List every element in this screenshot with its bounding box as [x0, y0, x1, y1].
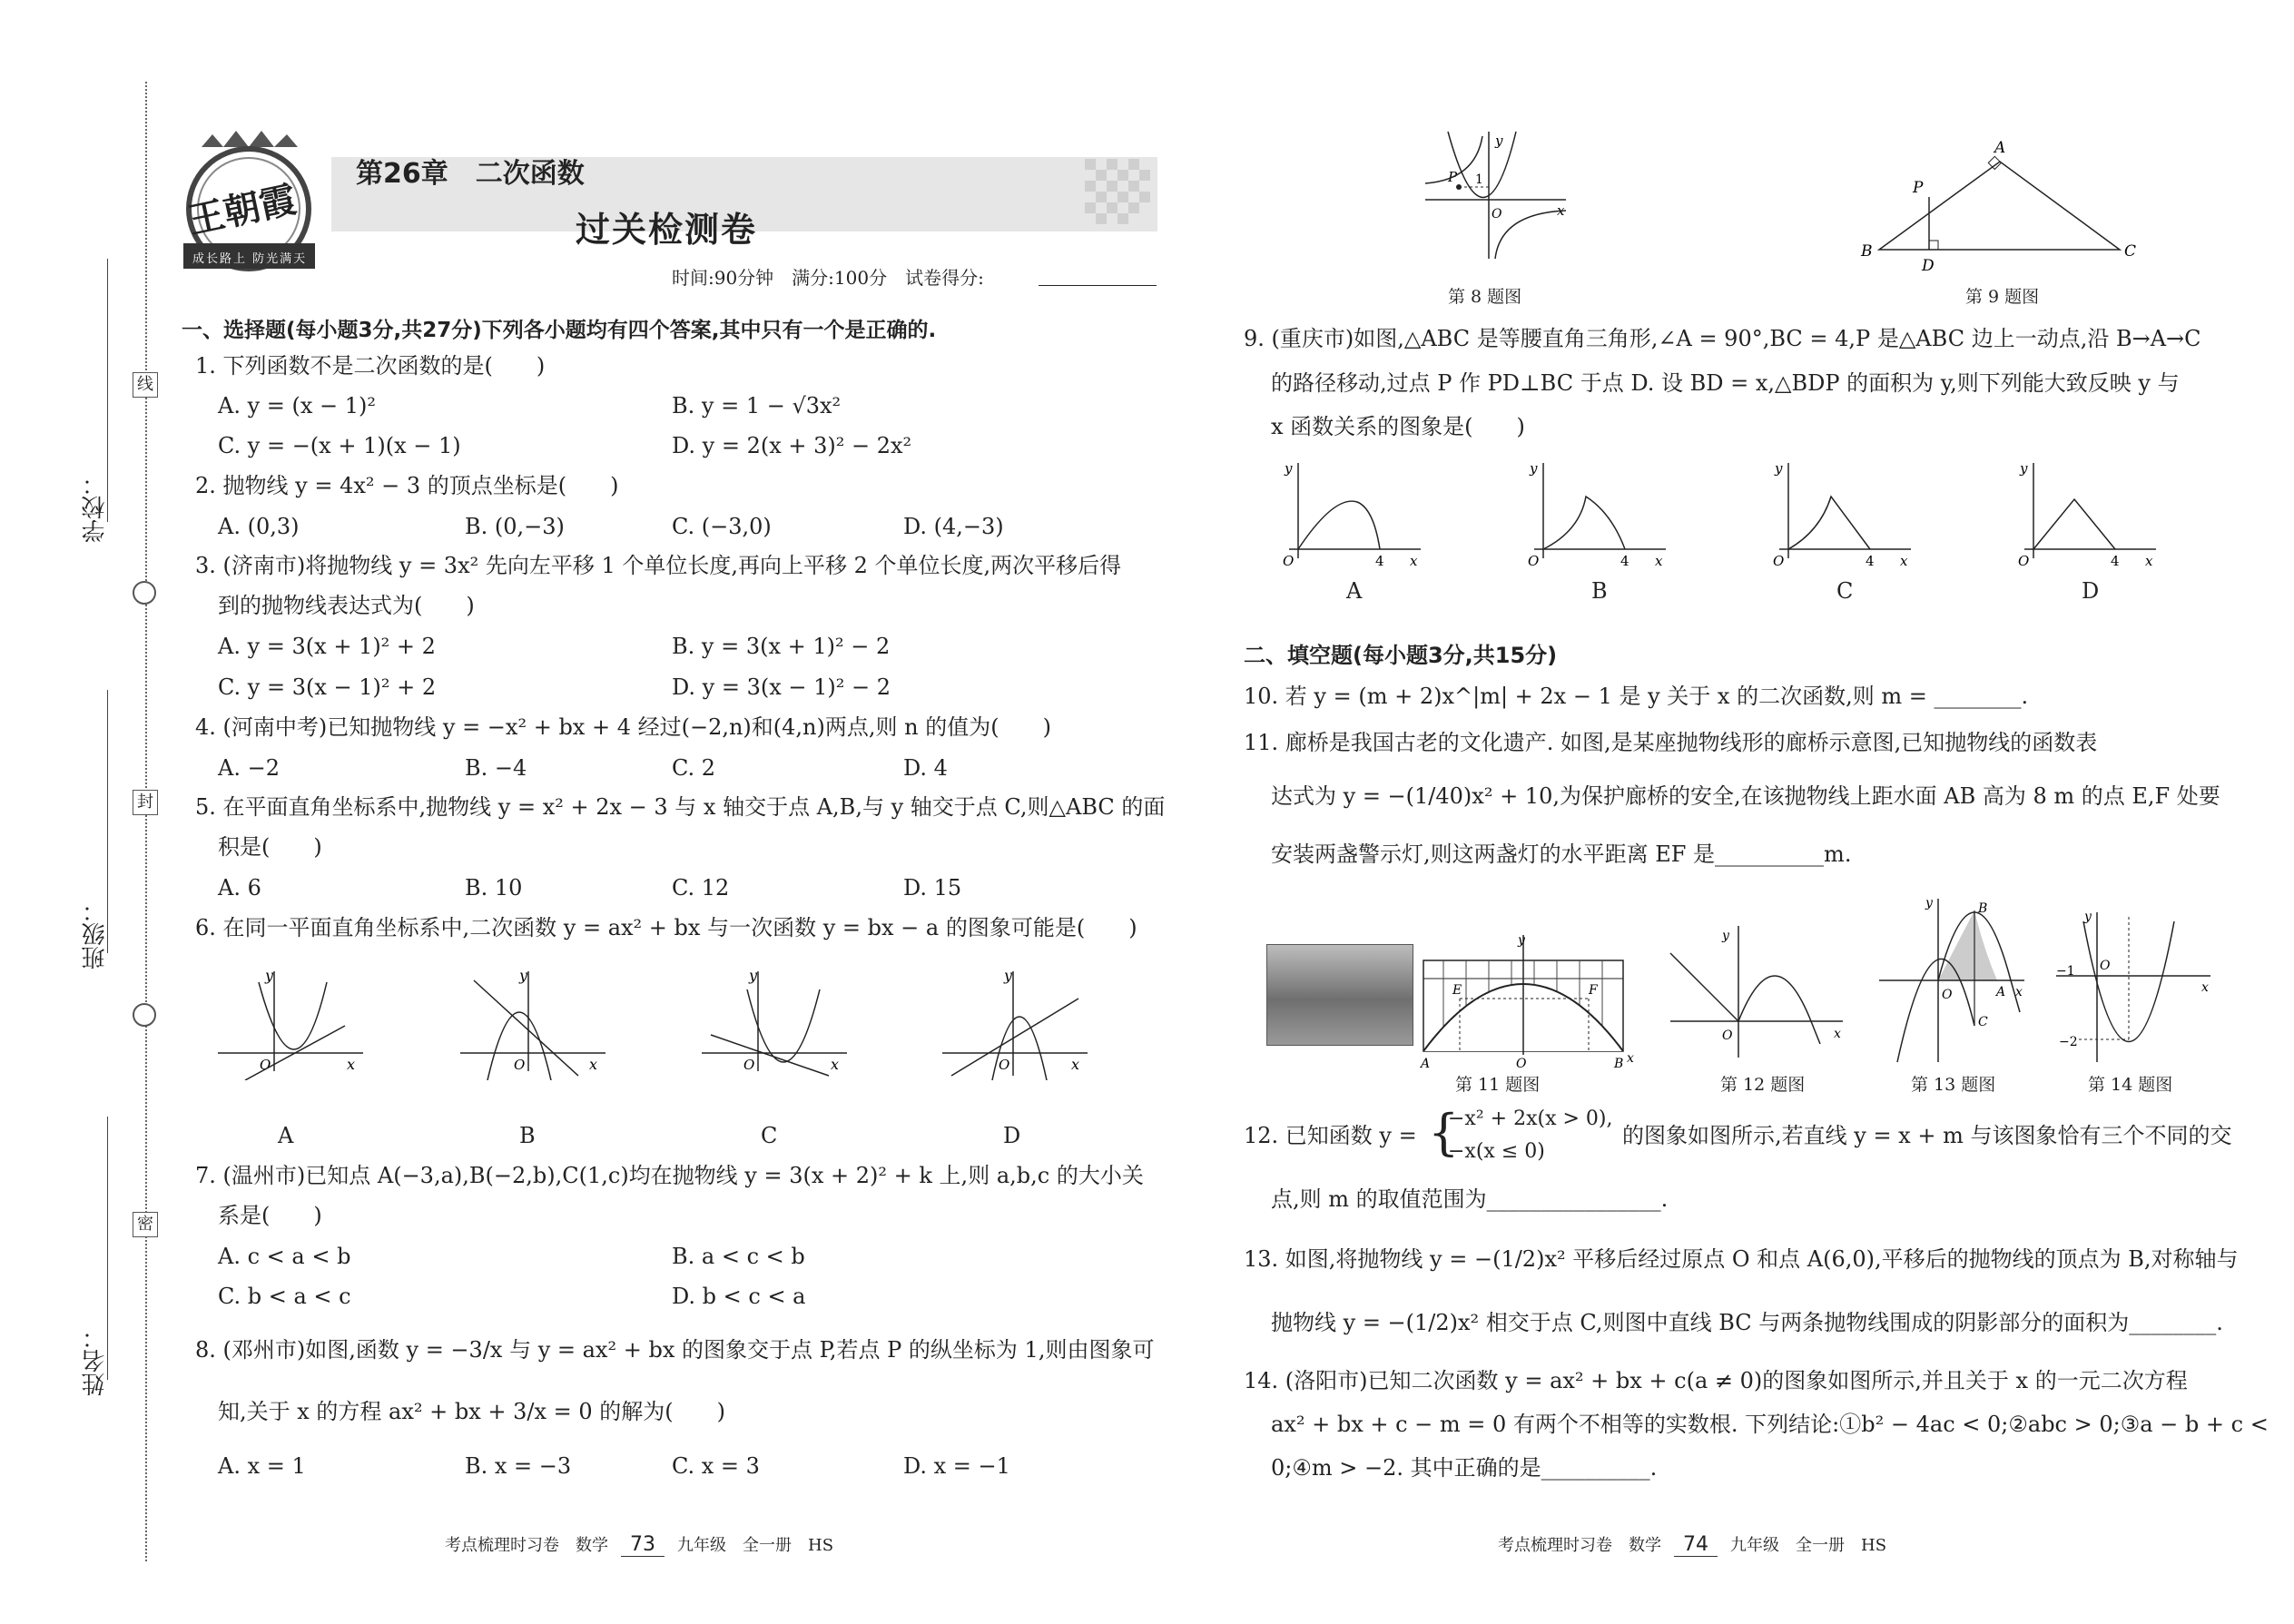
- q3-option-b[interactable]: B. y = 3(x + 1)² − 2: [672, 634, 891, 659]
- q3-option-d[interactable]: D. y = 3(x − 1)² − 2: [672, 674, 891, 700]
- score-blank[interactable]: [1039, 285, 1157, 286]
- footer-grade: 九年级 全一册 HS: [677, 1536, 834, 1555]
- svg-text:B: B: [1978, 901, 1988, 916]
- q5-option-b[interactable]: B. 10: [465, 875, 523, 901]
- binding-dotted-line: [145, 82, 147, 1561]
- name-label: 姓名：: [82, 1325, 109, 1396]
- svg-text:y: y: [1925, 896, 1933, 910]
- q7-option-b[interactable]: B. a < c < b: [672, 1244, 805, 1269]
- question-11-line3: 安装两盏警示灯,则这两盏灯的水平距离 EF 是__________m.: [1271, 842, 1852, 867]
- svg-text:y: y: [2020, 460, 2028, 477]
- q8-option-b[interactable]: B. x = −3: [465, 1453, 572, 1479]
- svg-text:x: x: [347, 1056, 356, 1073]
- q7-option-d[interactable]: D. b < c < a: [672, 1284, 806, 1309]
- svg-text:y: y: [1004, 967, 1013, 984]
- svg-text:4: 4: [2111, 553, 2120, 567]
- bridge-photo: [1266, 944, 1413, 1046]
- exam-meta: 时间:90分钟 满分:100分 试卷得分:: [672, 267, 984, 289]
- question-14-line3: 0;④m > −2. 其中正确的是__________.: [1271, 1455, 1658, 1481]
- fig12-caption: 第 12 题图: [1720, 1075, 1806, 1095]
- svg-text:y: y: [265, 967, 274, 984]
- svg-text:A: A: [1421, 1057, 1431, 1071]
- question-9: 9. (重庆市)如图,△ABC 是等腰直角三角形,∠A = 90°,BC = 4,P 是△ABC 边上一动点,沿 B→A→C: [1244, 326, 2201, 351]
- page-title: 过关检测卷: [576, 210, 758, 250]
- q6-graph-d: [933, 962, 1097, 1080]
- question-9-line2: 的路径移动,过点 P 作 PD⊥BC 于点 D. 设 BD = x,△BDP 的面积为 y,则下列能大致反映 y 与: [1271, 370, 2180, 396]
- q8-option-d[interactable]: D. x = −1: [903, 1453, 1010, 1479]
- footer-right: [1498, 1532, 1886, 1557]
- svg-text:F: F: [1589, 983, 1598, 998]
- fig12-graph: [1666, 921, 1847, 1067]
- svg-text:x: x: [1071, 1056, 1080, 1073]
- q6-graph-c: [693, 962, 856, 1080]
- svg-text:y: y: [749, 967, 758, 984]
- q1-option-b[interactable]: B. y = 1 − √3x²: [672, 393, 842, 418]
- svg-text:y: y: [519, 967, 528, 984]
- footer-book-title: 考点梳理时习卷 数学: [1498, 1536, 1661, 1555]
- svg-text:O: O: [1492, 207, 1502, 221]
- class-label: 班级：: [82, 899, 109, 969]
- svg-text:x: x: [589, 1056, 598, 1073]
- svg-text:4: 4: [1620, 553, 1629, 567]
- svg-text:y: y: [1518, 933, 1525, 948]
- svg-text:y: y: [1530, 460, 1538, 477]
- question-14-line2: ax² + bx + c − m = 0 有两个不相等的实数根. 下列结论:①b² − 4ac < 0;②abc > 0;③a − b + c <: [1271, 1412, 2269, 1437]
- q12-brace: {: [1428, 1104, 1460, 1161]
- footer-grade: 九年级 全一册 HS: [1730, 1536, 1887, 1555]
- fig11-caption: 第 11 题图: [1455, 1075, 1541, 1095]
- logo-banner-text: 成长路上 防光满天: [192, 252, 308, 266]
- q7-option-c[interactable]: C. b < a < c: [218, 1284, 351, 1309]
- svg-text:y: y: [2084, 910, 2092, 924]
- question-1: 1. 下列函数不是二次函数的是( ): [195, 353, 546, 379]
- svg-text:x: x: [1410, 553, 1418, 567]
- svg-text:C: C: [2124, 242, 2137, 261]
- svg-text:O: O: [1528, 553, 1540, 567]
- svg-text:E: E: [1452, 983, 1462, 998]
- q9-graph-c: [1757, 458, 1920, 567]
- svg-text:O: O: [999, 1057, 1010, 1073]
- q6-graph-a: [209, 962, 372, 1080]
- q5-option-c[interactable]: C. 12: [672, 875, 730, 901]
- svg-text:x: x: [1627, 1051, 1634, 1066]
- fig14-graph: [2052, 908, 2215, 1067]
- svg-text:C: C: [1978, 1015, 1988, 1029]
- question-7: 7. (温州市)已知点 A(−3,a),B(−2,b),C(1,c)均在抛物线 y = 3(x + 2)² + k 上,则 a,b,c 的大小关: [195, 1163, 1144, 1188]
- question-7-cont: 系是( ): [218, 1203, 322, 1228]
- question-5-cont: 积是( ): [218, 834, 322, 860]
- question-8: 8. (邓州市)如图,函数 y = −3/x 与 y = ax² + bx 的图象交于点 P,若点 P 的纵坐标为 1,则由图象可: [195, 1337, 1155, 1363]
- svg-text:1: 1: [1475, 172, 1483, 187]
- svg-text:A: A: [1996, 985, 2006, 999]
- page-number: 73: [621, 1533, 665, 1557]
- scissor-icon: [133, 581, 156, 605]
- question-11: 11. 廊桥是我国古老的文化遗产. 如图,是某座抛物线形的廊桥示意图,已知抛物线的函数表: [1244, 730, 2098, 755]
- fig8-caption: 第 8 题图: [1448, 287, 1522, 307]
- q9-option-a[interactable]: A: [1346, 578, 1363, 604]
- question-8-cont: 知,关于 x 的方程 ax² + bx + 3/x = 0 的解为( ): [218, 1399, 726, 1424]
- q9-graph-b: [1511, 458, 1675, 567]
- q1-option-d[interactable]: D. y = 2(x + 3)² − 2x²: [672, 433, 912, 458]
- chapter-title: 第26章 二次函数: [356, 158, 585, 190]
- question-2: 2. 抛物线 y = 4x² − 3 的顶点坐标是( ): [195, 473, 619, 498]
- svg-text:−2: −2: [2059, 1035, 2078, 1049]
- q4-option-a[interactable]: A. −2: [218, 755, 280, 781]
- svg-text:y: y: [1722, 929, 1729, 943]
- q9-option-c[interactable]: C: [1836, 578, 1854, 604]
- svg-text:O: O: [260, 1057, 271, 1073]
- svg-text:−1: −1: [2056, 964, 2075, 979]
- q3-option-c[interactable]: C. y = 3(x − 1)² + 2: [218, 674, 437, 700]
- q9-option-b[interactable]: B: [1591, 578, 1608, 604]
- q6-option-b[interactable]: B: [519, 1123, 536, 1148]
- q2-option-a[interactable]: A. (0,3): [218, 514, 300, 539]
- q12-case-2: −x(x ≤ 0): [1448, 1140, 1545, 1163]
- fig9-caption: 第 9 题图: [1965, 287, 2040, 307]
- question-3-cont: 到的抛物线表达式为( ): [218, 593, 475, 618]
- logo-text: 王朝霞: [184, 177, 300, 242]
- q1-option-a[interactable]: A. y = (x − 1)²: [218, 393, 377, 418]
- svg-text:x: x: [831, 1056, 840, 1073]
- q9-graph-d: [2002, 458, 2165, 567]
- q8-option-a[interactable]: A. x = 1: [218, 1453, 306, 1479]
- section-2-title: 二、填空题(每小题3分,共15分): [1244, 643, 1558, 668]
- question-10: 10. 若 y = (m + 2)x^|m| + 2x − 1 是 y 关于 x 的二次函数,则 m = ________.: [1244, 684, 2029, 709]
- q2-option-b[interactable]: B. (0,−3): [465, 514, 565, 539]
- question-13: 13. 如图,将抛物线 y = −(1/2)x² 平移后经过原点 O 和点 A(6,0),平移后的抛物线的顶点为 B,对称轴与: [1244, 1246, 2239, 1272]
- q2-option-c[interactable]: C. (−3,0): [672, 514, 772, 539]
- svg-text:y: y: [1775, 460, 1783, 477]
- svg-text:x: x: [1655, 553, 1663, 567]
- question-4: 4. (河南中考)已知抛物线 y = −x² + bx + 4 经过(−2,n)和(4,n)两点,则 n 的值为( ): [195, 714, 1051, 740]
- svg-text:x: x: [2015, 985, 2023, 999]
- svg-text:O: O: [743, 1057, 755, 1073]
- svg-text:O: O: [1722, 1029, 1733, 1043]
- question-11-line2: 达式为 y = −(1/40)x² + 10,为保护廊桥的安全,在该抛物线上距水面 AB 高为 8 m 的点 E,F 处要: [1271, 783, 2220, 809]
- fig13-caption: 第 13 题图: [1911, 1075, 1996, 1095]
- svg-text:O: O: [1283, 553, 1295, 567]
- question-3: 3. (济南市)将抛物线 y = 3x² 先向左平移 1 个单位长度,再向上平移 2 个单位长度,两次平移后得: [195, 553, 1122, 578]
- svg-text:P: P: [1913, 179, 1924, 197]
- question-5: 5. 在平面直角坐标系中,抛物线 y = x² + 2x − 3 与 x 轴交于点 A,B,与 y 轴交于点 C,则△ABC 的面: [195, 794, 1166, 820]
- svg-text:B: B: [1614, 1057, 1624, 1071]
- q7-option-a[interactable]: A. c < a < b: [218, 1244, 351, 1269]
- svg-text:O: O: [2018, 553, 2030, 567]
- svg-text:x: x: [1834, 1027, 1841, 1041]
- q5-option-a[interactable]: A. 6: [218, 875, 261, 901]
- q8-option-c[interactable]: C. x = 3: [672, 1453, 760, 1479]
- question-13-line2: 抛物线 y = −(1/2)x² 相交于点 C,则图中直线 BC 与两条抛物线围成的阴影部分的面积为________.: [1271, 1310, 2223, 1335]
- svg-text:D: D: [1922, 257, 1935, 272]
- svg-text:x: x: [2201, 980, 2209, 995]
- q6-option-c[interactable]: C: [761, 1123, 778, 1148]
- svg-text:x: x: [1557, 202, 1565, 219]
- svg-text:4: 4: [1866, 553, 1875, 567]
- svg-text:A: A: [1994, 139, 2006, 157]
- page-number: 74: [1674, 1533, 1718, 1557]
- cut-mark-mi: 密: [133, 1212, 158, 1237]
- svg-text:4: 4: [1375, 553, 1384, 567]
- svg-text:B: B: [1861, 242, 1873, 261]
- q6-graph-b: [451, 962, 615, 1080]
- svg-text:x: x: [1900, 553, 1908, 567]
- q1-option-c[interactable]: C. y = −(x + 1)(x − 1): [218, 433, 461, 458]
- q6-option-a[interactable]: A: [278, 1123, 294, 1148]
- question-9-line3: x 函数关系的图象是( ): [1271, 414, 1525, 439]
- q9-graph-a: [1266, 458, 1430, 567]
- footer-book-title: 考点梳理时习卷 数学: [445, 1536, 608, 1555]
- svg-text:y: y: [1495, 133, 1503, 149]
- q9-option-d[interactable]: D: [2082, 578, 2100, 604]
- cut-mark-feng: 封: [133, 790, 158, 815]
- fig9-triangle: [1847, 136, 2156, 272]
- question-14: 14. (洛阳市)已知二次函数 y = ax² + bx + c(a ≠ 0)的图象如图所示,并且关于 x 的一元二次方程: [1244, 1368, 2188, 1393]
- question-12-post: 的图象如图所示,若直线 y = x + m 与该图象恰有三个不同的交: [1622, 1123, 2232, 1148]
- svg-text:O: O: [514, 1057, 526, 1073]
- svg-text:O: O: [1516, 1057, 1527, 1071]
- q6-option-d[interactable]: D: [1003, 1123, 1021, 1148]
- footer-left: [445, 1532, 833, 1557]
- svg-text:O: O: [1773, 553, 1785, 567]
- q4-option-c[interactable]: C. 2: [672, 755, 716, 781]
- question-6: 6. 在同一平面直角坐标系中,二次函数 y = ax² + bx 与一次函数 y = bx − a 的图象可能是( ): [195, 915, 1137, 940]
- svg-text:O: O: [2100, 959, 2111, 973]
- fig8-graph: [1421, 127, 1575, 263]
- fig13-graph: [1875, 894, 2029, 1067]
- svg-text:P: P: [1448, 169, 1458, 185]
- right-page: [1148, 0, 2294, 1624]
- school-label: 学校：: [82, 472, 109, 543]
- q4-option-d[interactable]: D. 4: [903, 755, 948, 781]
- scissor-icon: [133, 1003, 156, 1027]
- cut-mark-xian: 线: [133, 372, 158, 398]
- q12-case-1: −x² + 2x(x > 0),: [1448, 1107, 1613, 1130]
- fig11-bridge-diagram: [1416, 926, 1634, 1071]
- fig14-caption: 第 14 题图: [2088, 1075, 2173, 1095]
- q2-option-d[interactable]: D. (4,−3): [903, 514, 1004, 539]
- svg-text:O: O: [1942, 988, 1953, 1002]
- q4-option-b[interactable]: B. −4: [465, 755, 527, 781]
- q5-option-d[interactable]: D. 15: [903, 875, 962, 901]
- svg-text:y: y: [1285, 460, 1293, 477]
- question-12: 12. 已知函数 y =: [1244, 1123, 1417, 1148]
- q3-option-a[interactable]: A. y = 3(x + 1)² + 2: [218, 634, 436, 659]
- svg-text:x: x: [2145, 553, 2153, 567]
- section-1-title: 一、选择题(每小题3分,共27分)下列各小题均有四个答案,其中只有一个是正确的.: [182, 319, 937, 342]
- question-12-line2: 点,则 m 的取值范围为________________.: [1271, 1186, 1669, 1212]
